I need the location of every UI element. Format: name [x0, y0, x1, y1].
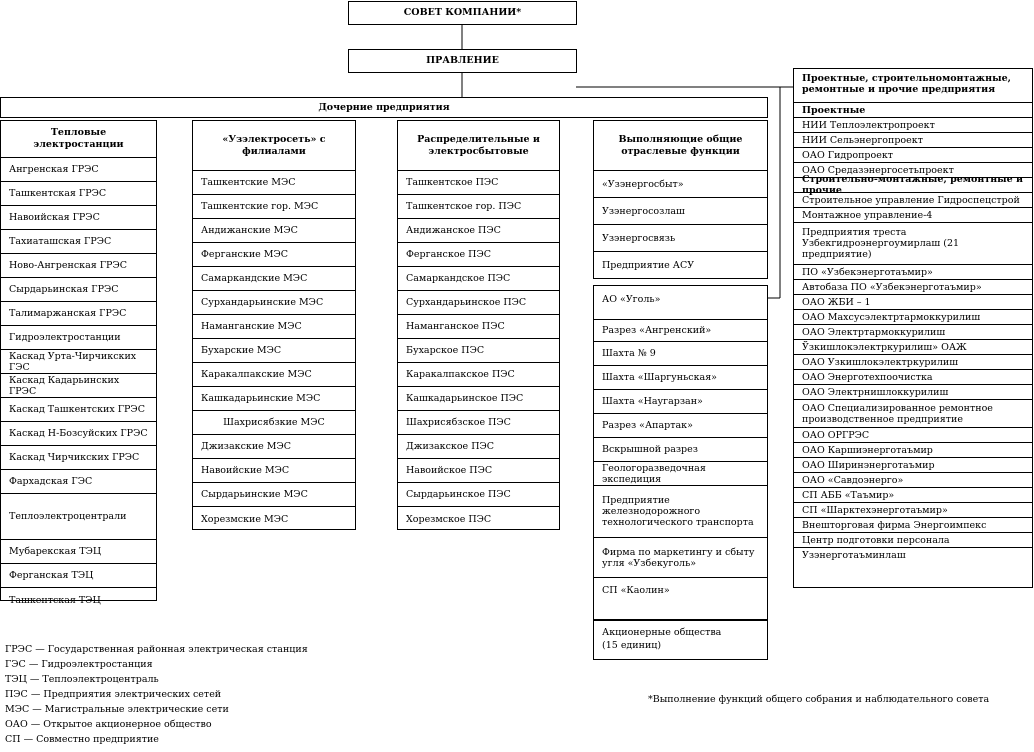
- list-item: Шахрисябзкие МЭС: [193, 411, 355, 435]
- right-panel-item: ОАО Махсусэлектртармоккурилиш: [794, 310, 1032, 325]
- list-item: Ферганская ТЭЦ: [1, 564, 156, 588]
- list-item: Ташкентское гор. ПЭС: [398, 195, 559, 219]
- list-item: Фархадская ГЭС: [1, 470, 156, 494]
- list-item: Каракалпакское ПЭС: [398, 363, 559, 387]
- right-panel-item: ОАО Специализированное ремонтное производственное предприятие: [794, 400, 1032, 428]
- right-panel-item: ОАО Средазэнергосетьпроект: [794, 163, 1032, 178]
- right-panel-item: Предприятия треста Узбекгидроэнергоумирлаш (21 предприятие): [794, 223, 1032, 265]
- legend-entry: ОАО — Открытое акционерное общество: [5, 719, 212, 730]
- right-panel-item: ОАО ЖБИ – 1: [794, 295, 1032, 310]
- right-panel-item: ОАО Ширинэнерготаъмир: [794, 458, 1032, 473]
- list-item: Наманганское ПЭС: [398, 315, 559, 339]
- right-panel-item: Автобаза ПО «Узбекэнерготаъмир»: [794, 280, 1032, 295]
- list-item: Ново-Ангренская ГРЭС: [1, 254, 156, 278]
- list-item: Ташкентская ГРЭС: [1, 182, 156, 206]
- list-item: Тахиаташская ГРЭС: [1, 230, 156, 254]
- coal-item: Шахта «Наугарзан»: [594, 390, 767, 414]
- right-panel-item: СП АББ «Таъмир»: [794, 488, 1032, 503]
- right-panel-item: ПО «Узбекэнерготаъмир»: [794, 265, 1032, 280]
- list-item: Джизакские МЭС: [193, 435, 355, 459]
- list-item: Ташкентское ПЭС: [398, 171, 559, 195]
- list-item: Самаркандские МЭС: [193, 267, 355, 291]
- right-panel-header: Проектные, строительномонтажные, ремонтные и прочие предприятия: [794, 69, 1032, 103]
- list-item: Талимаржанская ГРЭС: [1, 302, 156, 326]
- list-item: Ташкентские МЭС: [193, 171, 355, 195]
- list-item: Кашкадарьинское ПЭС: [398, 387, 559, 411]
- list-item: Навоийское ПЭС: [398, 459, 559, 483]
- right-panel-section: Проектные: [794, 103, 1032, 118]
- list-item: Кашкадарьинские МЭС: [193, 387, 355, 411]
- right-panel-item: ОАО Каршиэнерготаъмир: [794, 443, 1032, 458]
- list-item: Наманганские МЭС: [193, 315, 355, 339]
- legend-entry: ГЭС — Гидроэлектростанция: [5, 659, 153, 670]
- list-item: Ферганские МЭС: [193, 243, 355, 267]
- legend-entry: ТЭЦ — Теплоэлектроцентраль: [5, 674, 159, 685]
- column-uzelectroset: [192, 120, 356, 530]
- list-item: Сурхандарьинское ПЭС: [398, 291, 559, 315]
- column-header: Распределительные и электросбытовые: [398, 121, 559, 171]
- right-panel-item: ОАО «Савдоэнерго»: [794, 473, 1032, 488]
- subsidiaries-header: Дочерние предприятия: [0, 97, 768, 118]
- coal-item: Разрез «Ангренский»: [594, 320, 767, 342]
- design-construction-panel: [793, 68, 1033, 588]
- legend-entry: ПЭС — Предприятия электрических сетей: [5, 689, 222, 700]
- legend-entry: ГРЭС — Государственная районная электрическая станция: [5, 644, 308, 655]
- list-item: Самаркандское ПЭС: [398, 267, 559, 291]
- board-box: ПРАВЛЕНИЕ: [348, 49, 577, 73]
- joint-stock-companies: Акционерные общества (15 единиц): [593, 620, 768, 660]
- list-item: Ферганское ПЭС: [398, 243, 559, 267]
- list-item: Ангренская ГРЭС: [1, 158, 156, 182]
- list-item: Предприятие АСУ: [602, 260, 695, 271]
- column-header: «Узэлектросеть» с филиалами: [193, 121, 355, 171]
- footnote: *Выполнение функций общего собрания и наблюдательного совета: [648, 694, 990, 705]
- column-header: Тепловые электростанции: [1, 121, 156, 158]
- right-panel-item: ОАО ОРГРЭС: [794, 428, 1032, 443]
- column-header: Выполняющие общие отраслевые функции: [594, 121, 767, 171]
- coal-item: Предприятие железнодорожного технологического транспорта: [594, 486, 767, 538]
- company-council-box: СОВЕТ КОМПАНИИ*: [348, 1, 577, 25]
- list-item: Каскад Кадарьинских ГРЭС: [1, 374, 156, 398]
- list-item: Навоийские МЭС: [193, 459, 355, 483]
- list-item: Хорезмские МЭС: [201, 513, 289, 525]
- list-item: Теплоэлектроцентрали: [1, 494, 156, 540]
- right-panel-item: НИИ Теплоэлектропроект: [794, 118, 1032, 133]
- right-panel-item: Монтажное управление-4: [794, 208, 1032, 223]
- list-item: Бухарские МЭС: [193, 339, 355, 363]
- list-item: Сурхандарьинские МЭС: [193, 291, 355, 315]
- list-item: Гидроэлектростанции: [1, 326, 156, 350]
- legend-entry: СП — Совместно предприятие: [5, 734, 159, 745]
- coal-item: Шахта «Шаргуньская»: [594, 366, 767, 390]
- right-panel-item: ОАО Энерготехпоочистка: [794, 370, 1032, 385]
- list-item: Шахрисябзское ПЭС: [398, 411, 559, 435]
- list-item: «Узэнергосбыт»: [594, 171, 767, 198]
- right-panel-section: Строительно-монтажные, ремонтные и прочие: [794, 178, 1032, 193]
- column-distribution: [397, 120, 560, 530]
- right-panel-item: ОАО Гидропроект: [794, 148, 1032, 163]
- list-item: Каскад Чирчикских ГРЭС: [1, 446, 156, 470]
- right-panel-item: Ўзкишлокэлектркурилиш» ОАЖ: [794, 340, 1032, 355]
- right-panel-item: Узэнерготаъминлаш: [802, 550, 906, 561]
- list-item: Хорезмское ПЭС: [406, 513, 492, 525]
- list-item: Андижанские МЭС: [193, 219, 355, 243]
- list-item: Сырдарьинские МЭС: [193, 483, 355, 507]
- list-item: Каскад Ташкентских ГРЭС: [1, 398, 156, 422]
- right-panel-item: НИИ Сельэнергопроект: [794, 133, 1032, 148]
- list-item: Навоийская ГРЭС: [1, 206, 156, 230]
- coal-item: Геологоразведочная экспедиция: [594, 462, 767, 486]
- list-item: Каракалпакские МЭС: [193, 363, 355, 387]
- coal-item: Разрез «Апартак»: [594, 414, 767, 438]
- list-item: Мубарекская ТЭЦ: [1, 540, 156, 564]
- column-thermal-plants: [0, 120, 157, 606]
- list-item: Узэнергосвязь: [594, 225, 767, 252]
- list-item: Джизакское ПЭС: [398, 435, 559, 459]
- coal-item: СП «Каолин»: [602, 584, 670, 596]
- list-item: Каскад Урта-Чирчикских ГЭС: [1, 350, 156, 374]
- right-panel-item: Строительное управление Гидроспецстрой: [794, 193, 1032, 208]
- right-panel-item: ОАО Электрнишлоккурилиш: [794, 385, 1032, 400]
- list-item: Узэнергосозлаш: [594, 198, 767, 225]
- coal-item: Вскрышной разрез: [594, 438, 767, 462]
- column-general-functions: [593, 120, 768, 279]
- right-panel-item: ОАО Электртармоккурилиш: [794, 325, 1032, 340]
- list-item: Сырдарьинская ГРЭС: [1, 278, 156, 302]
- coal-item: АО «Уголь»: [594, 286, 767, 320]
- abbreviations-legend: [5, 642, 308, 747]
- right-panel-item: ОАО Узкишлокэлектркурилиш: [794, 355, 1032, 370]
- right-panel-item: Центр подготовки персонала: [794, 533, 1032, 548]
- coal-item: Фирма по маркетингу и сбыту угля «Узбекуголь»: [594, 538, 767, 578]
- list-item: Андижанское ПЭС: [398, 219, 559, 243]
- list-item: Сырдарьинское ПЭС: [398, 483, 559, 507]
- list-item: Бухарское ПЭС: [398, 339, 559, 363]
- legend-entry: МЭС — Магистральные электрические сети: [5, 704, 229, 715]
- list-item: Каскад Н-Бозсуйских ГРЭС: [1, 422, 156, 446]
- right-panel-item: Внешторговая фирма Энергоимпекс: [794, 518, 1032, 533]
- coal-enterprises: [593, 285, 768, 620]
- list-item: Ташкентские гор. МЭС: [193, 195, 355, 219]
- list-item: Ташкентская ТЭЦ: [9, 594, 101, 606]
- right-panel-item: СП «Шарктехэнерготаъмир»: [794, 503, 1032, 518]
- coal-item: Шахта № 9: [594, 342, 767, 366]
